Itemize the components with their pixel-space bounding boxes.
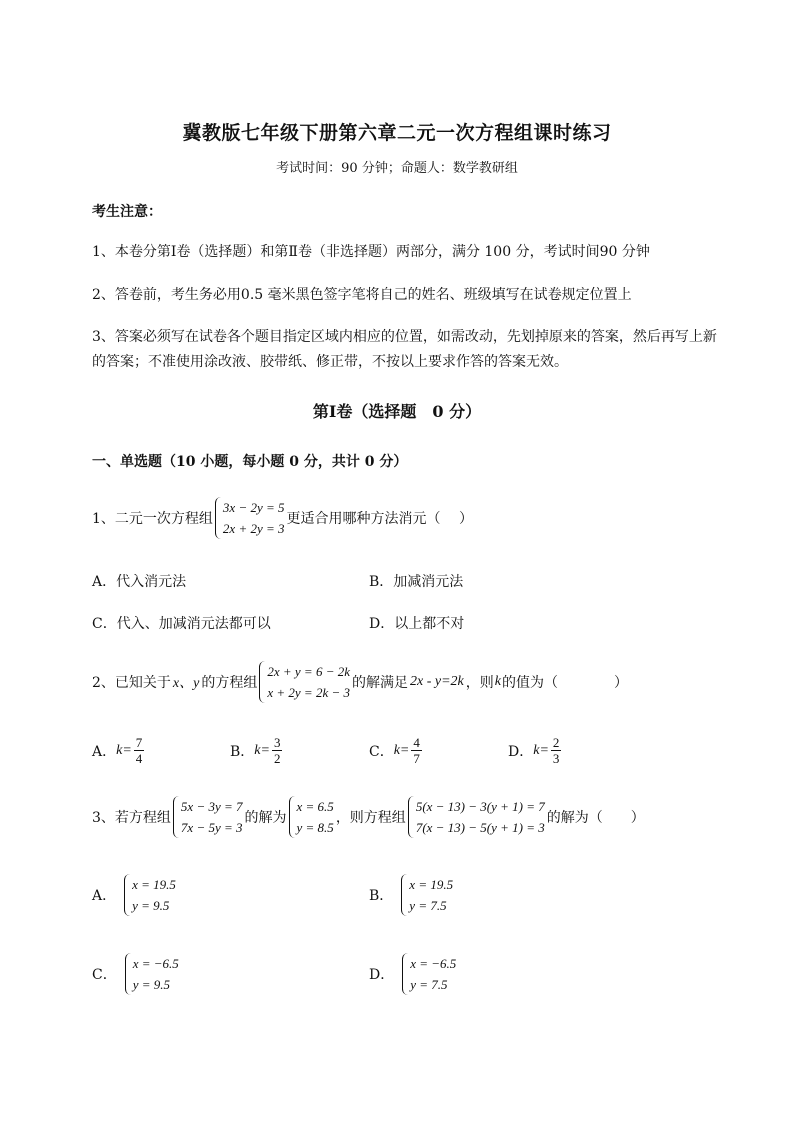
q2-k: k (494, 674, 501, 689)
option-eq-y: y = 7.5 (410, 977, 448, 992)
question-2 (92, 661, 628, 703)
q2-prefix: 2、已知关于 (92, 675, 171, 691)
q2-condition: 2x - y=2k (410, 674, 464, 689)
page-title: 冀教版七年级下册第六章二元一次方程组课时练习 (182, 122, 612, 144)
q3-system-2 (408, 796, 545, 838)
option-label: D． (369, 967, 395, 983)
notice-item-1: 1、本卷分第Ⅰ卷（选择题）和第Ⅱ卷（非选择题）两部分，满分 100 分，考试时间90 分钟 (92, 244, 650, 260)
q1-prefix: 1、二元一次方程组 (92, 511, 213, 527)
option-var: k= (116, 742, 132, 758)
brace (259, 661, 265, 703)
brace (124, 874, 130, 916)
q3-sys1-eq-2: 7x − 5y = 3 (180, 820, 243, 835)
q3-sys2-eq-1: 5(x − 13) − 3(y + 1) = 7 (415, 799, 545, 814)
option-label: D． (508, 743, 534, 760)
option-label: A． (92, 743, 117, 760)
option-eq-x: x = −6.5 (410, 956, 457, 971)
fraction (134, 735, 145, 766)
brace (289, 796, 295, 838)
fraction (551, 735, 562, 766)
notice-item-2: 2、答卷前，考生务必用0.5 毫米黑色签字笔将自己的姓名、班级填写在试卷规定位置上 (92, 287, 632, 303)
q3-system-1 (173, 796, 243, 838)
q2-suffix: 的值为（ ） (501, 675, 628, 691)
q2-option-a[interactable] (92, 735, 144, 766)
q3-mid-1: 的解为 (244, 810, 287, 826)
section-title: 第Ⅰ卷（选择题 0 分） (312, 402, 482, 421)
brace (401, 874, 407, 916)
q2-option-c[interactable] (369, 735, 422, 766)
q2-eq-2: x + 2y = 2k − 3 (267, 685, 350, 700)
notice-item-3: 3、答案必须写在试卷各个题目指定区域内相应的位置，如需改动，先划掉原来的答案，然后再写上新 (92, 329, 717, 345)
q3-sys1-eq-1: 5x − 3y = 7 (180, 799, 243, 814)
brace (408, 796, 414, 838)
fraction (272, 735, 283, 766)
q1-system (215, 497, 285, 539)
option-eq-y: y = 9.5 (132, 977, 171, 992)
q1-eq-1: 3x − 2y = 5 (222, 500, 285, 515)
numerator: 3 (273, 735, 281, 750)
option-label: C． (369, 743, 394, 760)
q3-sys2-eq-2: 7(x − 13) − 5(y + 1) = 3 (415, 820, 545, 835)
q2-system (259, 661, 350, 703)
fraction (411, 735, 422, 766)
brace (125, 953, 131, 995)
denominator: 7 (413, 751, 420, 766)
brace (173, 796, 179, 838)
brace (215, 497, 221, 539)
q2-option-d[interactable] (508, 735, 561, 766)
numerator: 4 (413, 735, 420, 750)
q1-eq-2: 2x + 2y = 3 (222, 521, 285, 536)
q2-option-b[interactable] (230, 735, 282, 766)
q1-option-b[interactable]: B．加减消元法 (369, 574, 464, 590)
q1-option-d[interactable]: D．以上都不对 (369, 616, 465, 632)
q3-sol-x: x = 6.5 (296, 799, 334, 814)
question-1 (92, 497, 473, 539)
question-3 (92, 796, 645, 838)
q1-option-c[interactable]: C．代入、加减消元法都可以 (92, 616, 271, 632)
q3-option-a[interactable] (92, 874, 178, 916)
q1-suffix: 更适合用哪种方法消元（ ） (286, 511, 473, 527)
option-var: k= (533, 742, 549, 758)
option-var: k= (393, 742, 410, 758)
q3-option-c[interactable] (92, 953, 181, 995)
q3-solution (289, 796, 334, 838)
q3-suffix: 的解为（ ） (546, 810, 645, 826)
denominator: 2 (273, 751, 281, 766)
q3-option-b[interactable] (369, 874, 455, 916)
part-heading: 一、单选题（10 小题，每小题 0 分，共计 0 分） (92, 454, 408, 470)
q3-mid-2: ，则方程组 (335, 810, 406, 826)
option-eq-y: y = 7.5 (409, 898, 447, 913)
q2-then: ，则 (465, 675, 494, 691)
numerator: 7 (135, 735, 143, 750)
denominator: 3 (552, 751, 560, 766)
option-var: k= (254, 742, 270, 758)
option-eq-x: x = 19.5 (132, 877, 176, 892)
option-label: C． (92, 967, 117, 983)
q2-eq-1: 2x + y = 6 − 2k (267, 664, 350, 679)
denominator: 4 (135, 751, 143, 766)
option-eq-y: y = 9.5 (132, 898, 170, 913)
q3-prefix: 3、若方程组 (92, 810, 171, 826)
notice-heading: 考生注意： (92, 204, 162, 220)
q3-option-d[interactable] (369, 953, 458, 995)
notice-item-3-cont: 的答案；不准使用涂改液、胶带纸、修正带，不按以上要求作答的答案无效。 (92, 354, 568, 370)
q1-option-a[interactable]: A．代入消元法 (92, 574, 187, 590)
option-eq-x: x = −6.5 (132, 956, 179, 971)
numerator: 2 (552, 735, 560, 750)
q2-mid: 的方程组 (201, 675, 258, 691)
option-label: B． (369, 888, 394, 904)
option-label: A． (92, 888, 117, 904)
option-label: B． (230, 743, 255, 760)
q2-vars: x、y (172, 676, 200, 691)
option-eq-x: x = 19.5 (409, 877, 454, 892)
exam-info: 考试时间：90 分钟；命题人：数学教研组 (276, 161, 518, 176)
brace (402, 953, 408, 995)
q2-after-system: 的解满足 (352, 675, 408, 691)
q3-sol-y: y = 8.5 (296, 820, 334, 835)
